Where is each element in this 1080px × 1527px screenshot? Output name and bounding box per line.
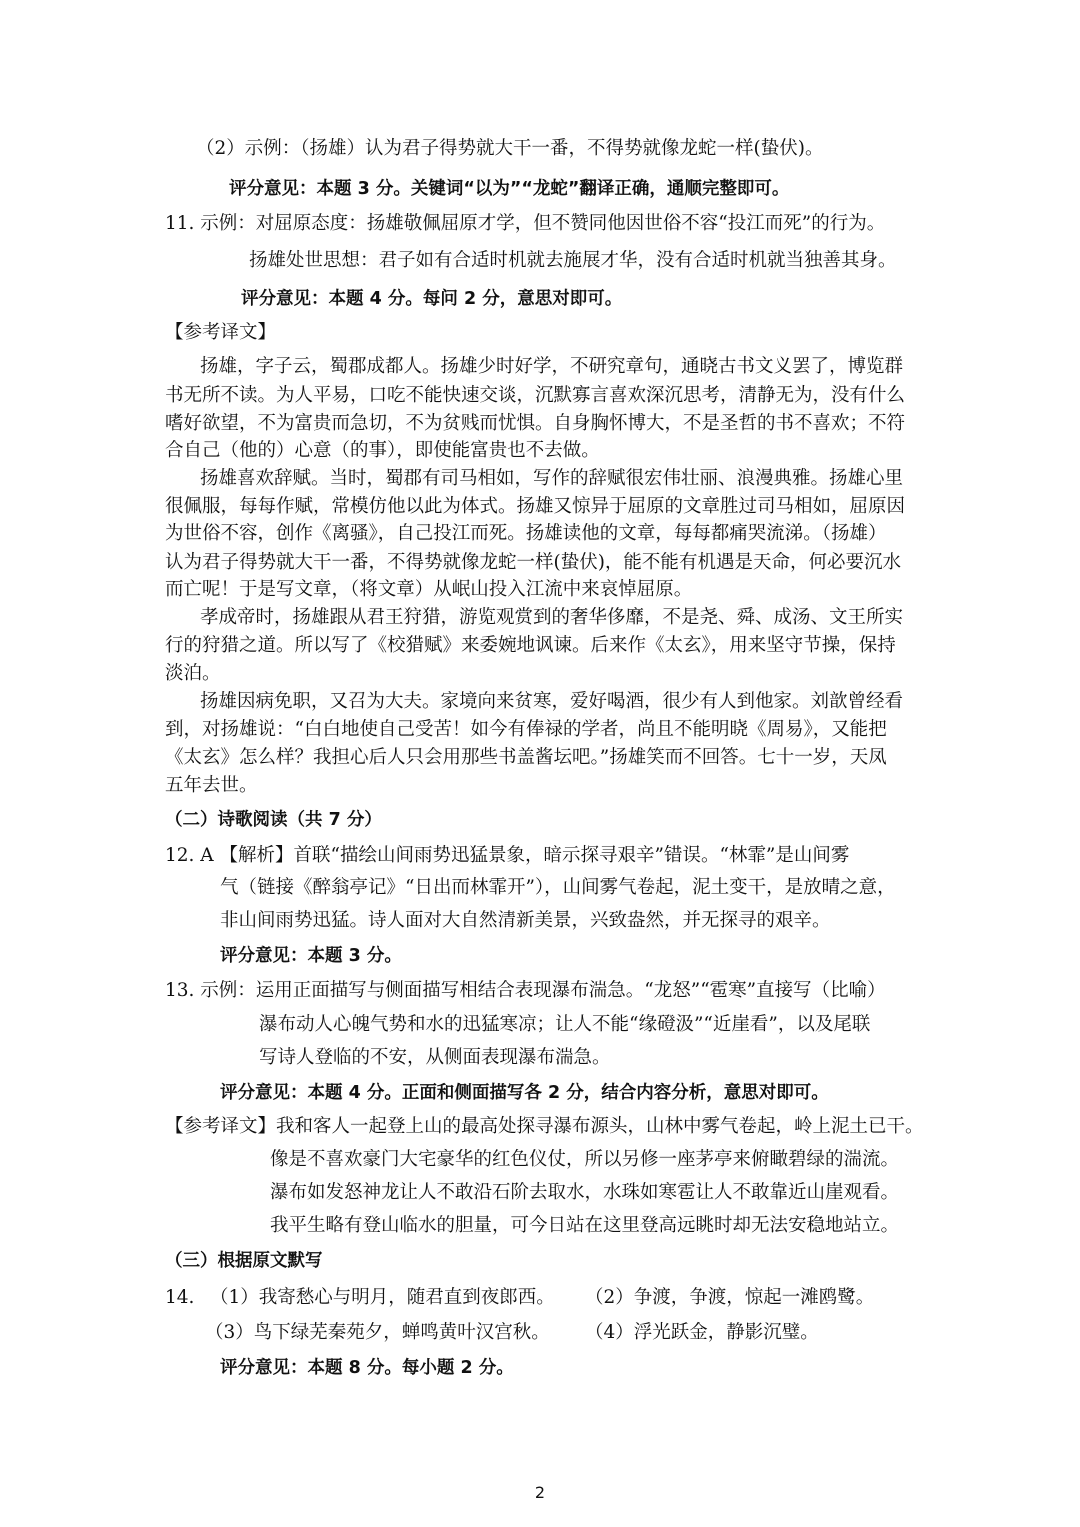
- answer-14-3: （3）鸟下绿芜秦苑夕，蝉鸣黄叶汉宫秋。: [205, 1322, 550, 1343]
- paragraph-line: 为世俗不容，创作《离骚》，自己投江而死。扬雄读他的文章，每每都痛哭流涕。（扬雄）: [165, 523, 887, 544]
- scoring-note-12: 评分意见：本题 3 分。: [220, 946, 402, 966]
- paragraph-line: 淡泊。: [165, 663, 221, 684]
- paragraph-line: 合自己（他的）心意（的事），即使能富贵也不去做。: [165, 440, 600, 461]
- answer-12-line: 气（链接《醉翁亭记》“日出而林霏开”），山间雾气卷起，泥土变干，是放晴之意，: [220, 877, 896, 898]
- paragraph-line: 五年去世。: [165, 775, 258, 796]
- paragraph-line: 认为君子得势就大干一番，不得势就像龙蛇一样(蛰伏)，能不能有机遇是天命，何必要沉水: [165, 552, 901, 573]
- section-heading-dictation: （三）根据原文默写: [165, 1251, 323, 1271]
- scoring-note-13: 评分意见：本题 4 分。正面和侧面描写各 2 分，结合内容分析，意思对即可。: [220, 1083, 829, 1103]
- section-heading-poetry: （二）诗歌阅读（共 7 分）: [165, 810, 382, 830]
- paragraph-line: 扬雄，字子云，蜀郡成都人。扬雄少时好学，不研究章句，通晓古书文义罢了，博览群: [200, 356, 904, 377]
- answer-11-b: 扬雄处世思想：君子如有合适时机就去施展才华，没有合适时机就当独善其身。: [249, 250, 897, 271]
- answer-13-line: 13. 示例：运用正面描写与侧面描写相结合表现瀑布湍急。“龙怒”“雹寒”直接写（比喻）: [165, 980, 886, 1001]
- answer-12-line: 12. A 【解析】首联“描绘山间雨势迅猛景象，暗示探寻艰辛”错误。“林霏”是山间雾: [165, 845, 850, 866]
- answer-14-4: （4）浮光跃金，静影沉璧。: [585, 1322, 819, 1343]
- scoring-note-10: 评分意见：本题 3 分。关键词“以为”“龙蛇”翻译正确，通顺完整即可。: [229, 179, 790, 199]
- paragraph-line: 到，对扬雄说：“白白地使自己受苦！如今有俸禄的学者，尚且不能明晓《周易》，又能把: [165, 719, 887, 740]
- answer-12-line: 非山间雨势迅猛。诗人面对大自然清新美景，兴致盎然，并无探寻的艰辛。: [220, 910, 831, 931]
- answer-13-line: 瀑布动人心魄气势和水的迅猛寒凉；让人不能“缘磴汲”“近崖看”，以及尾联: [259, 1014, 871, 1035]
- paragraph-line: 而亡呢！于是写文章，（将文章）从岷山投入江流中来哀悼屈原。: [165, 579, 693, 600]
- paragraph-line: 《太玄》怎么样？我担心后人只会用那些书盖酱坛吧。”扬雄笑而不回答。七十一岁，天凤: [165, 747, 887, 768]
- paragraph-line: 嗜好欲望，不为富贵而急切，不为贫贱而忧惧。自身胸怀博大，不是圣哲的书不喜欢；不符: [165, 413, 906, 434]
- paragraph-line: 行的狩猎之道。所以写了《校猎赋》来委婉地讽谏。后来作《太玄》，用来坚守节操，保持: [165, 635, 896, 656]
- answer-11-a: 11. 示例：对屈原态度：扬雄敬佩屈原才学，但不赞同他因世俗不容“投江而死”的行为。: [165, 213, 886, 234]
- scoring-note-11: 评分意见：本题 4 分。每问 2 分，意思对即可。: [241, 289, 623, 309]
- answer-14-number: 14.: [165, 1287, 195, 1308]
- scoring-note-14: 评分意见：本题 8 分。每小题 2 分。: [220, 1358, 514, 1378]
- paragraph-line: 扬雄喜欢辞赋。当时，蜀郡有司马相如，写作的辞赋很宏伟壮丽、浪漫典雅。扬雄心里: [200, 468, 904, 489]
- answer-13-line: 写诗人登临的不安，从侧面表现瀑布湍急。: [259, 1047, 611, 1068]
- page-number: 2: [534, 1483, 546, 1502]
- answer-14-2: （2）争渡，争渡，惊起一滩鸥鹭。: [585, 1287, 875, 1308]
- paragraph-line: 扬雄因病免职，又召为大夫。家境向来贫寒，爱好喝酒，很少有人到他家。刘歆曾经看: [200, 691, 904, 712]
- poem-translation-line: 像是不喜欢豪门大宅豪华的红色仪仗，所以另修一座茅亭来俯瞰碧绿的湍流。: [270, 1149, 900, 1170]
- poem-translation-line: 【参考译文】我和客人一起登上山的最高处探寻瀑布源头，山林中雾气卷起，岭上泥土已干。: [165, 1116, 924, 1137]
- paragraph-line: 书无所不读。为人平易，口吃不能快速交谈，沉默寡言喜欢深沉思考，清静无为，没有什么: [165, 385, 906, 406]
- answer-10-2: （2）示例：（扬雄）认为君子得势就大干一番，不得势就像龙蛇一样(蛰伏)。: [196, 138, 824, 159]
- answer-14-1: （1）我寄愁心与明月，随君直到夜郎西。: [210, 1287, 555, 1308]
- reference-translation-heading: 【参考译文】: [165, 322, 277, 343]
- poem-translation-line: 我平生略有登山临水的胆量，可今日站在这里登高远眺时却无法安稳地站立。: [270, 1215, 900, 1236]
- poem-translation-line: 瀑布如发怒神龙让人不敢沿石阶去取水，水珠如寒雹让人不敢靠近山崖观看。: [270, 1182, 900, 1203]
- paragraph-line: 孝成帝时，扬雄跟从君王狩猎，游览观赏到的奢华侈靡，不是尧、舜、成汤、文王所实: [200, 607, 904, 628]
- paragraph-line: 很佩服，每每作赋，常模仿他以此为体式。扬雄又惊异于屈原的文章胜过司马相如，屈原因: [165, 496, 906, 517]
